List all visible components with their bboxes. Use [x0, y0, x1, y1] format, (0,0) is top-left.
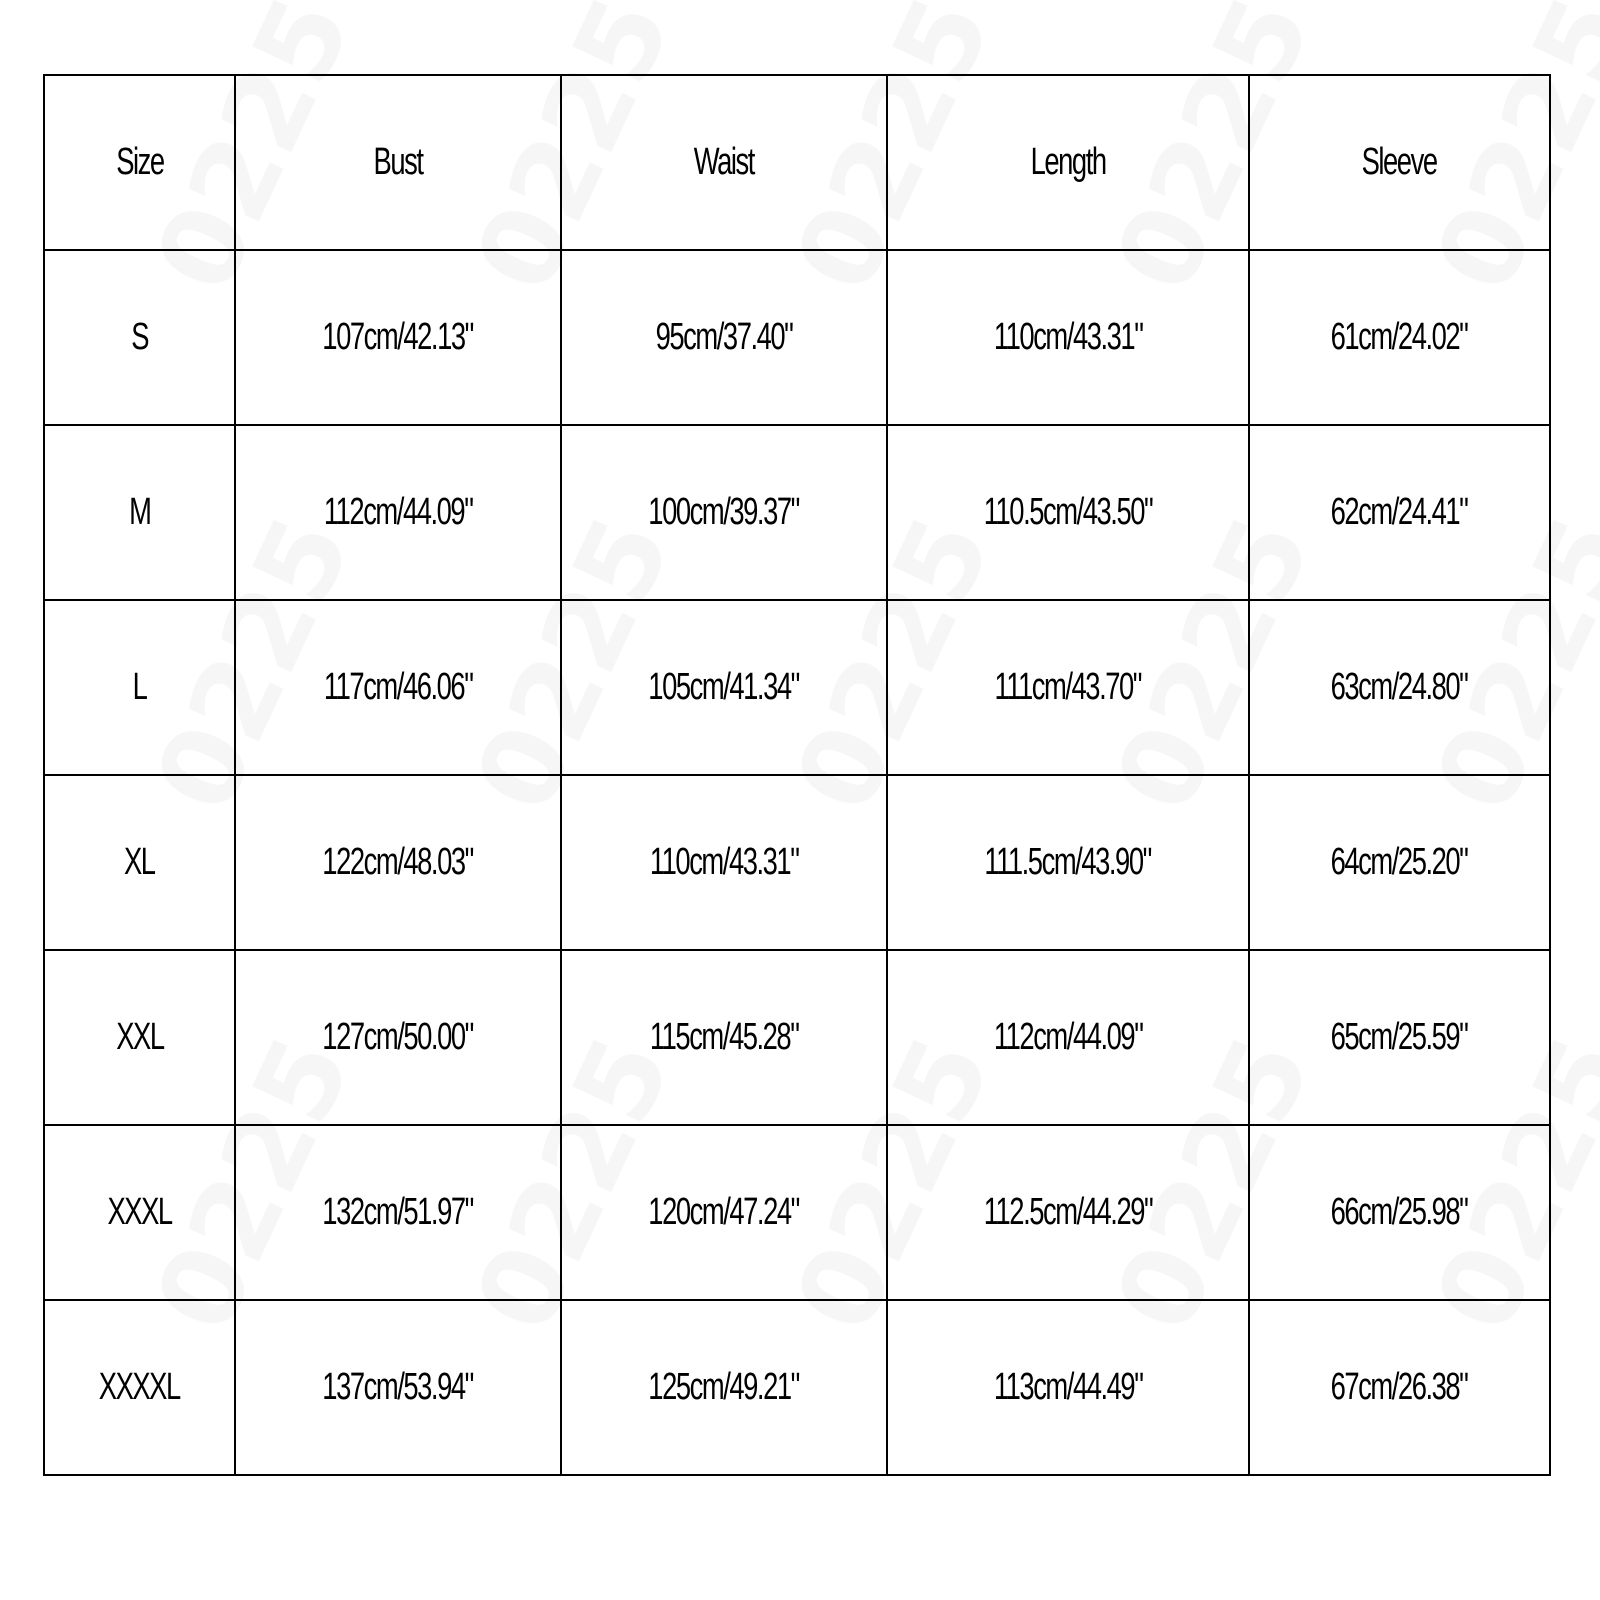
cell-text: 111.5cm/43.90" — [984, 841, 1152, 883]
cell-size — [44, 250, 235, 425]
cell-text: 100cm/39.37" — [648, 491, 800, 533]
cell-text: 122cm/48.03" — [322, 841, 474, 883]
cell-text: 125cm/49.21" — [648, 1366, 800, 1408]
cell-text: 111cm/43.70" — [994, 666, 1142, 708]
cell-text: S — [131, 316, 148, 358]
cell-sleeve — [1249, 250, 1550, 425]
cell-bust — [235, 425, 561, 600]
cell-text: 112.5cm/44.29" — [983, 1191, 1153, 1233]
header-label: Size — [115, 141, 164, 183]
table-row — [44, 1300, 1550, 1475]
cell-text: 113cm/44.49" — [993, 1366, 1143, 1408]
cell-waist — [561, 425, 887, 600]
cell-text: 67cm/26.38" — [1331, 1366, 1468, 1408]
cell-text: 112cm/44.09" — [323, 491, 473, 533]
table-row — [44, 425, 1550, 600]
table-row — [44, 250, 1550, 425]
header-label: Bust — [373, 141, 423, 183]
cell-waist — [561, 1125, 887, 1300]
cell-waist — [561, 775, 887, 950]
cell-length — [887, 1300, 1249, 1475]
cell-length — [887, 775, 1249, 950]
header-length — [887, 75, 1249, 250]
cell-text: L — [132, 666, 147, 708]
header-row — [44, 75, 1550, 250]
cell-sleeve — [1249, 1125, 1550, 1300]
header-label: Waist — [693, 141, 755, 183]
cell-sleeve — [1249, 425, 1550, 600]
cell-text: 61cm/24.02" — [1331, 316, 1468, 358]
cell-text: 65cm/25.59" — [1331, 1016, 1468, 1058]
cell-text: 64cm/25.20" — [1331, 841, 1468, 883]
cell-bust — [235, 600, 561, 775]
cell-bust — [235, 1300, 561, 1475]
cell-bust — [235, 1125, 561, 1300]
cell-size — [44, 600, 235, 775]
cell-text: XXL — [115, 1016, 164, 1058]
cell-text: 107cm/42.13" — [322, 316, 474, 358]
cell-waist — [561, 600, 887, 775]
header-bust — [235, 75, 561, 250]
cell-bust — [235, 775, 561, 950]
cell-text: 95cm/37.40" — [655, 316, 793, 358]
cell-bust — [235, 250, 561, 425]
cell-text: XXXL — [107, 1191, 172, 1233]
table-row — [44, 1125, 1550, 1300]
cell-sleeve — [1249, 1300, 1550, 1475]
table-row — [44, 600, 1550, 775]
header-waist — [561, 75, 887, 250]
cell-length — [887, 950, 1249, 1125]
table-row — [44, 950, 1550, 1125]
cell-text: 117cm/46.06" — [323, 666, 473, 708]
cell-text: M — [128, 491, 151, 533]
cell-text: 63cm/24.80" — [1331, 666, 1468, 708]
cell-text: 105cm/41.34" — [648, 666, 800, 708]
cell-text: 110.5cm/43.50" — [983, 491, 1153, 533]
cell-bust — [235, 950, 561, 1125]
cell-text: XL — [124, 841, 155, 883]
cell-length — [887, 250, 1249, 425]
table-row — [44, 775, 1550, 950]
cell-text: 137cm/53.94" — [322, 1366, 474, 1408]
cell-sleeve — [1249, 775, 1550, 950]
cell-text: 120cm/47.24" — [648, 1191, 800, 1233]
cell-text: 110cm/43.31" — [993, 316, 1143, 358]
cell-waist — [561, 1300, 887, 1475]
cell-waist — [561, 950, 887, 1125]
cell-sleeve — [1249, 950, 1550, 1125]
cell-sleeve — [1249, 600, 1550, 775]
size-chart-table — [43, 74, 1551, 1476]
header-sleeve — [1249, 75, 1550, 250]
cell-length — [887, 1125, 1249, 1300]
header-size — [44, 75, 235, 250]
cell-text: 115cm/45.28" — [649, 1016, 799, 1058]
cell-length — [887, 600, 1249, 775]
cell-text: 110cm/43.31" — [649, 841, 799, 883]
cell-text: 127cm/50.00" — [322, 1016, 474, 1058]
cell-text: 62cm/24.41" — [1331, 491, 1468, 533]
cell-waist — [561, 250, 887, 425]
cell-text: 66cm/25.98" — [1331, 1191, 1468, 1233]
cell-text: 112cm/44.09" — [993, 1016, 1143, 1058]
cell-size — [44, 950, 235, 1125]
header-label: Length — [1030, 141, 1106, 183]
cell-size — [44, 1125, 235, 1300]
header-label: Sleeve — [1361, 141, 1438, 183]
cell-size — [44, 425, 235, 600]
cell-size — [44, 1300, 235, 1475]
cell-text: XXXXL — [98, 1366, 181, 1408]
cell-length — [887, 425, 1249, 600]
cell-size — [44, 775, 235, 950]
cell-text: 132cm/51.97" — [322, 1191, 474, 1233]
